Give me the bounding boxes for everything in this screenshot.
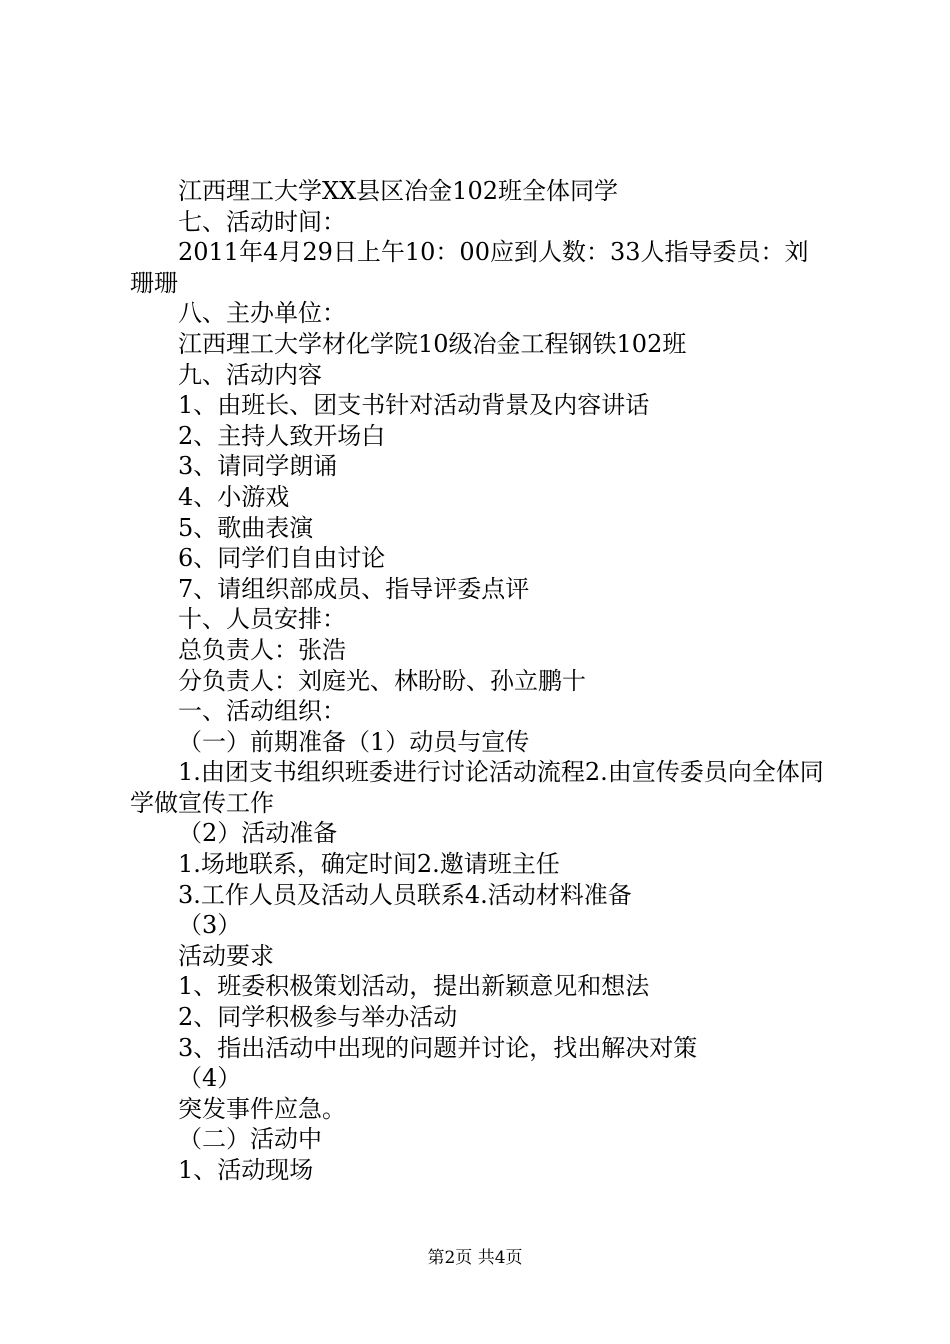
document-line: （2）活动准备	[178, 819, 338, 848]
document-line: 突发事件应急。	[178, 1094, 346, 1123]
document-line: 八、主办单位：	[178, 299, 346, 328]
document-line: 3、请同学朗诵	[178, 452, 338, 481]
document-line: 分负责人：刘庭光、林盼盼、孙立鹏十	[178, 666, 586, 695]
document-line: 3.工作人员及活动人员联系4.活动材料准备	[178, 880, 632, 909]
document-line: 九、活动内容	[178, 360, 322, 389]
document-line: 6、同学们自由讨论	[178, 544, 386, 573]
document-line: 七、活动时间：	[178, 207, 346, 236]
document-line: 一、活动组织：	[178, 697, 346, 726]
document-line: 1.场地联系，确定时间2.邀请班主任	[178, 850, 560, 879]
document-line: 十、人员安排：	[178, 605, 346, 634]
document-body	[130, 176, 830, 1186]
document-line: 2、主持人致开场白	[178, 421, 386, 450]
document-line: 活动要求	[178, 941, 274, 970]
document-line: 江西理工大学材化学院10级冶金工程钢铁102班	[178, 329, 687, 358]
document-line: 5、歌曲表演	[178, 513, 314, 542]
document-line: 1、活动现场	[178, 1156, 314, 1184]
document-line: 2、同学积极参与举办活动	[178, 1003, 458, 1032]
document-line: （4）	[178, 1064, 242, 1093]
document-line: 3、指出活动中出现的问题并讨论，找出解决对策	[178, 1033, 698, 1062]
document-line: 1.由团支书组织班委进行讨论活动流程2.由宣传委员向全体同学做宣传工作	[130, 758, 824, 817]
document-line: （3）	[178, 911, 242, 940]
page-footer: 第2页 共4页	[427, 1248, 523, 1268]
document-line: 2011年4月29日上午10：00应到人数：33人指导委员：刘珊珊	[130, 238, 809, 297]
document-line: 7、请组织部成员、指导评委点评	[178, 574, 530, 603]
document-line: 总负责人：张浩	[178, 635, 346, 664]
document-line: 1、由班长、团支书针对活动背景及内容讲话	[178, 391, 650, 420]
document-line: 1、班委积极策划活动，提出新颖意见和想法	[178, 972, 650, 1001]
document-line: 江西理工大学XX县区冶金102班全体同学	[178, 177, 618, 205]
document-line: （一）前期准备（1）动员与宣传	[178, 727, 530, 756]
document-line: （二）活动中	[178, 1125, 322, 1154]
document-line: 4、小游戏	[178, 482, 290, 511]
